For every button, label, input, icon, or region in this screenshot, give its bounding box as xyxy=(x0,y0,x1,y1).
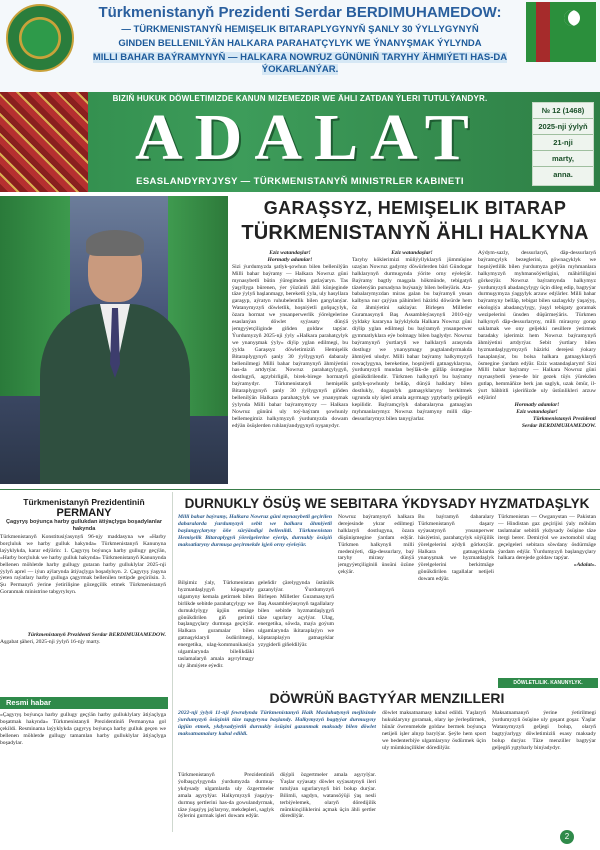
issue-year: 2025-nji ýylyň xyxy=(533,119,593,135)
greeting-1: Eziz watandaşlar! xyxy=(269,250,311,256)
permanent-text xyxy=(0,534,166,630)
banner-line-3-text: MILLI BAHAR BAÝRAMYNYŇ — HALKARA NOWRUZ GÜNÜNIŇ TARYHY ÄHMIÝETI HAS-DA ÝOKARLANÝAR. xyxy=(92,52,508,75)
permanent-sign: Türkmenistanyň Prezidenti Serdar BERDIMUHAMEDOW. xyxy=(27,632,166,638)
development-headline: DURNUKLY ÖSÜŞ WE SEBITARA ÝKDYSADY HYZMATDAŞLYK xyxy=(184,496,590,511)
masthead-slogan: BIZIŇ HUKUK DÖWLETIMIZDE KANUN MIZEMEZDIR WE ÄHLI ZATDAN ÝLERI TUTULÝANDYR. xyxy=(112,94,488,103)
issue-number: № 12 (1468) xyxy=(533,103,593,119)
greeting-col2: Eziz watandaşlar! xyxy=(391,250,433,256)
banner-title: Türkmenistanyň Prezidenti Serdar BERDIMUHAMEDOW: xyxy=(98,4,502,21)
issue-weekday: anna. xyxy=(553,170,573,179)
youth-col-3 xyxy=(382,710,486,846)
development-lead-text: Milli bahar baýramy, Halkara Nowruz güni mynasybetli geçirilen dabaralarda ýurdumyzyň sebit we halkara ähmiýetli başlangyçlaryny öňe sürýändigi bellenildi. Türkmenistan Hemişelik Bitaraplygyň ýörelgelerine eýerip, durnukly ösüşiň maksatlaryny durmuşa geçirmekde işjeň orny eýeleýär. xyxy=(178,514,332,548)
youth-col-2 xyxy=(280,772,376,846)
carpet-ornament xyxy=(0,92,88,192)
closing-1: Hormatly adamlar! xyxy=(514,401,560,408)
development-text-4: Bu baýramyň dabaralary Türkmenistanyň daşary syýasatynyň ynsanperwer häsiýetini, parahatçylyk söýüjilik ýörelgelerini aýdyň görkezýär. Halkara gatnaşyklarda ynanyşmak we hyzmatdaşlyk ýörelgelerini berkitmäge gönükdirilen tagallalar netijeli dowam edýär. xyxy=(418,514,494,583)
closing-2: Eziz watandaşlar! xyxy=(516,408,558,415)
person-hair xyxy=(86,230,144,256)
masthead xyxy=(0,92,600,194)
president-photo xyxy=(0,196,228,484)
development-col-2 xyxy=(258,580,334,678)
development-col-1 xyxy=(178,580,254,678)
permanent-place: Aşgabat şäheri, 2025-nji ýylyň 16-njy marty. xyxy=(0,638,101,645)
development-col-4 xyxy=(418,514,494,678)
youth-col-4 xyxy=(492,710,596,828)
main-article-col-1 xyxy=(232,250,348,486)
development-col-3 xyxy=(338,514,414,678)
section-divider xyxy=(0,489,600,490)
newspaper-logo: ADALAT xyxy=(135,101,481,174)
main-article-col-2 xyxy=(352,250,472,486)
main-headline-1: GARAŞSYZ, HEMIŞELIK BITARAP xyxy=(263,198,567,218)
permanent-title-2: PERMANY xyxy=(56,507,112,519)
youth-col-1 xyxy=(178,772,274,846)
development-lead xyxy=(178,514,332,576)
development-text-2: geleňdir çärelygynda üstünlik gazanylýar. Ýurdumyzyň Birleşen Milletler Guramasynyň Baş Assambleýasynyň tagallalary bilen sebitde hyzmatdaşlygyň täze ugurlary açylýar. Ulag, energetika, söwda, maýa goýum ulgamlarynda ikitaraplaýyn we köptaraplaýyn gatnaşyklar yzygiderli giňeldilýär. xyxy=(258,580,334,649)
development-text-5: Türkmenistan — Owganystan — Pakistan — Hindistan gaz geçirijisi ýaly möhüm taslamalar sebitiň ykdysady ösüşine täze itergi berer. Demirýol we awtomobil ulag geçelgeleri sebitara söwdany ösdürmäge ýardam edýär. Ýurdumyzyň başlangyçlary halkara derejede goldaw tapýar. xyxy=(498,514,596,562)
youth-lead xyxy=(178,710,376,768)
sign-name: Serdar BERDIMUHAMEDOW. xyxy=(521,422,596,429)
youth-text-3: döwlet maksatnamasy kabul edildi. Ýaşlaryň hukuklaryny goramak, olary işe ýerleşdirmek, hünär öwrenmekde goldaw bermek boýunça netijeli işler alnyp barylýar. Şeýle hem sport we bedenterbiýe ulgamlaryny ösdürmek üçin uly mümkinçilikler döredilýär. xyxy=(382,710,486,751)
development-text-3: Nowruz baýramynyň halkara derejesinde ykrar edilmegi halklaryň dostlugyna, özara düşünişmegine ýardam edýär. Türkmen halkynyň milli medeniýeti, däp-dessurlary, baý taryhy mirasy dünýä jemgyýetçiliginiň ünsüni özüne çekýär. xyxy=(338,514,414,576)
development-text-1: Bilşimiz ýaly, Türkmenistan hyzmatdaşlygyň köpugurly ulgamyny kemala getirmek bilen birlikde sebitde parahatçylygy we durnuklylygy üpjün etmäge gönükdirilen giň gerimli başlangyçlary durmuşa geçirýär. Halkara guramalar bilen gatnaşyklaryň ösdürilmegi, energetika, ulag-kommunikasiýa ulgamlarynda bilelikdäki taslamalaryň amala aşyrylmagy uly ähmiýete eýedir. xyxy=(178,580,254,669)
banner-line-1: — TÜRKMENISTANYŇ HEMIŞELIK BITARAPLYGYNYŇ ŞANLY 30 ÝYLLYGYNYŇ xyxy=(121,24,479,35)
permanent-box xyxy=(0,497,168,689)
national-flag-icon xyxy=(526,2,596,62)
youth-lead-text: 2022-nji ýylyň 11-nji fewralynda Türkmenistanyň Halk Maslahatynyň mejlisinde ýurdumyzyň ösüşiniň täze tapgyryna başlandy. Halkymyzyň bagtyýar durmuşyny üpjün etmek, ykdysadyýetiň durnukly ösüşini gazanmak maksady bilen döwlet maksatnamalary kabul edildi. xyxy=(178,710,376,737)
official-news-tag: Resmi habar xyxy=(0,697,168,709)
main-article-col-3 xyxy=(478,250,596,486)
main-headline-2: TÜRKMENISTANYŇ ÄHLI HALKYNA xyxy=(241,222,589,244)
sign-role: Türkmenistanyň Prezidenti xyxy=(533,415,596,422)
development-sign: «Adalat». xyxy=(573,562,596,569)
official-news-body: «Çagyryş boýunça harby gullugy geçýän harby gulluklylary ätiýaçlyga boşatmak hakynda» Türkmenistanyň Prezidentiniň Permanyna gol çekildi. Resminama laýyklykda çagyryş boýunça harby gulluk geçen we bellenen möhletde gullugy tamamlan harby gulluklylar ätiýaçlyga boşadylar. xyxy=(0,712,166,746)
greeting-2: Hormatly adamlar! xyxy=(267,256,313,263)
state-emblem-icon xyxy=(6,4,74,72)
top-banner xyxy=(0,0,600,92)
issue-day: 21-nji xyxy=(533,135,593,151)
official-news-text xyxy=(0,712,166,822)
motto-band: DÖWLETLILIK. KANUNYLYK. DEMOKRATIÝA xyxy=(498,678,598,688)
banner-line-3 xyxy=(74,52,526,76)
youth-text-4: Maksatnamanyň ýerine ýetirilmegi ýurdumyzyň ösüşine uly goşant goşar. Ýaşlar Watanymyzyň geljegi bolup, olaryň bagtyýarlygy döwletimiziň esasy maksady bolup durýar. Täze menziller bagtyýar geljegiň ygtybarly binýadydyr. xyxy=(492,710,596,751)
masthead-subtitle: ESASLANDYRYJYSY — TÜRKMENISTANYŇ MINISTRLER KABINETI xyxy=(136,176,464,187)
development-col-5 xyxy=(498,514,596,674)
youth-text-1: Türkmenistanyň Prezidentiniň ýolbaşçylygynda ýurdumyzda durmuş-ykdysady ulgamlarda uly özgertmeler amala aşyrylýar. Halkymyzyň ýaşaýyş-durmuş şertlerini has-da gowulandyrmak, täze ýaşaýyş jaýlaryny, mekdepleri, saglyk öýlerini gurmak işleri dowam edýär. xyxy=(178,772,274,820)
permanent-sign-block xyxy=(0,632,166,662)
permanent-subtitle: Çagyryş boýunça harby gullukdan ätiýaçlyga boşadylanlar hakynda xyxy=(5,519,163,532)
youth-headline: DÖWRÜŇ BAGTYÝAR MENZILLERI xyxy=(269,690,505,706)
issue-month: marty, xyxy=(533,151,593,167)
issue-box xyxy=(532,102,594,186)
youth-text-2: düýpli özgertmeler amala aşyrylýar. Ýaşlar syýasaty döwlet syýasatynyň ileri tutulýan ugurlarynyň biri bolup durýar. Bilimli, sagdyn, watansöýüji ýaş nesli terbiýelemek, olaryň döredijilik mümkinçiliklerini açmak üçin ähli şertler döredilýär. xyxy=(280,772,376,820)
permanent-body: Türkmenistanyň Konstitusiýasynyň 96-njy maddasyna we «Harby borçluluk we harby gulluk hakynda» Türkmenistanyň Kanunyna laýyklykda, karar edýärin: 1. Çagyryş boýunça harby gullugy geçýän, «Harby borçluluk we harby gulluk hakynda» Türkmenistanyň Kanunynda bellenen möhletde harby gullugy gutaran harby gulluklylar 2025-nji ýylyň aprel — iýun aýlarynda ätiýaçlyga boşadylsyn. 2. Çagyryş ýaşyna ýeten raýatlary harby gulluga çagyrmak bellenilen tertipde geçirilsin. 3. Şu Permanyň ýerine ýetirilişine gözegçilik etmek Türkmenistanyň Goranmak ministrine tabşyrylsyn. xyxy=(0,534,166,596)
main-text-2: Taryhy köklerimizi müňýyllyklaryň jümmüşine uzaýan Nowruz gadymy döwürlerden bäri Gündogar halklarynyň durmuşynda ýörite orny eýeleýär. Baýramy bagtly maşgala hökmünde, tebigatyň täzelenýän pursadyna buýsanjy bilen belleýäris. Ata-babalarymyzdan miras galan bu baýramyň ynsan kalbyna nur çaýýan pähimleri häzirki döwürde hem öz ähmiýetini saklaýar. Birleşen Milletler Guramasynyň Baş Assambleýasynyň 2010-njy ýyldaky kararyna laýyklykda Halkara Nowruz güni diýlip yglan edilmegi bu baýramyň ynsanperwer gymmatlyklara eýe bolmagy bilen baglydyr. Nowruz baýramynyň ýurtlaryň we halklaryň arasynda dostlugy we ynanyşmagy pugtalandyrmakda ähmiýeti uludyr. Milli bahar baýramy halkymyzyň rowaçlygyna, bereketine, hoşniýetli gatnaşyklaryna, ýurdumyzyň mundan beýläk-de gülläp ösmegine gönükdirilendir. Türkmen halkynyň bu baýramy şatlyk-şowhunly belläp, dünýä halklary bilen dostlukly, doganlyk gatnaşyklaryny berkitmek ugrunda uly işleri amala aşyrmagy ygtybarly geljegiň kepilidir. Baýramçylyk dabaralaryna gatnaşýan myhmanlarymyz Nowruz baýramyny milli däp-dessurlarymyz bilen tanyşýarlar. xyxy=(352,256,472,422)
permanent-title-1: Türkmenistanyň Prezidentiniň xyxy=(23,497,145,507)
banner-line-2: GINDEN BELLENILÝÄN HALKARA PARAHATÇYLYK WE ÝNANYŞMAK ÝYLYNDA xyxy=(118,38,482,49)
column-divider xyxy=(172,492,173,832)
page-number: 2 xyxy=(560,830,574,844)
main-text-3: Aýdym-sazly, dessurlaryň, däp-dessurlaryň baýramçylyk bezeglerini, göwnaçyklyk we hoşniýetlilik bilen ýurdumyza gelýän myhmanlara halkymyzyň myhmansöýerligini, mähirliligini görkezýär. Nowruz baýramynda halkymyz ýurdumyzyň abadançylygy üçin dileg edip, bagtyýar durmuşymyza ýagşylyk arzuw edýärler. Milli bahar baýramyny belläp, tebigat bilen sazlaşykly ýaşaýyş, ekologiýa abadançylygy, ýaşyl tebigaty goramak wezipelerini ünsden düşürmeýäris. Türkmen halkynyň däp-dessurlaryny, milli mirasyny gorap saklamak we ony geljekki nesillere ýetirmek baradaky işlerimiz hem Nowruz baýramynyň ähmiýetini artdyrýar. Sebit ýurtlary bilen hyzmatdaşlygymyzyň häzirki derejesi ýokary hasaplanýar, bu bolsa halkara gatnaşyklaryň ösmegine ýardam edýär. Eziz watandaşlarym! Sizi Milli bahar baýramy — Halkara Nowruz güni mynasybetli ýene-de bir gezek tüýs ýürekden gutlap, hemmäňize berk jan saglyk, uzak ömür, il-ýurt bähbitli işleriňizde uly üstünlikleri arzuw edýärin! xyxy=(478,250,596,402)
main-text-1: Sizi ýurdumyzda şatlyk-şowhun bilen bellenilýän Milli bahar baýramy — Halkara Nowruz güni mynasybetli bütin ýüregimden gutlaýaryn. Tas ýaşyllyga bürenen, ýer ýüzüniň ähli künjeginde täze ýylyň başlanmagy, bereketli ýyla, uly hasyllara garaşyp, aýratyn ruhubelentlik bilen garşylanýar. Watanymyzyň döwletlik, hoşniýetli goňşuçylyk, özara hormat we ynsanperwerlik ýörelgelerine esaslanýan döwlet syýasaty dünýä jemgyýetçiliginde giňden goldaw tapýar. Ýurdumyzyň 2025-nji ýyly «Halkara parahatçylyk we ynanyşmak ýyly» diýip yglan edilmegi, bu ýylda Garaşsyz döwletimiziň Hemişelik Bitaraplygynyň şanly 30 ýyllygynyň dabaraly bellenilmegi Milli bahar baýramynyň ähmiýetini has-da artdyrýar. Nowruz parahatçylygyň, dostlugyň, agzybirligiň, birek-birege hormatyň baýramydyr. Türkmenistanyň hemişelik Bitaraplygynyň şanly 30 ýyllygynyň giňden bellenilýän Halkara parahatçylyk we ynanyşmak ýylynda Milli bahar baýramymyzy — Halkara Nowruz gününi uly toý-baýram şowhunly bellemegimiz halkymyzyň ýurdumyzda dowam edýän ösüşlerden ruhlanýandygynyň nyşanydyr. xyxy=(232,263,348,429)
